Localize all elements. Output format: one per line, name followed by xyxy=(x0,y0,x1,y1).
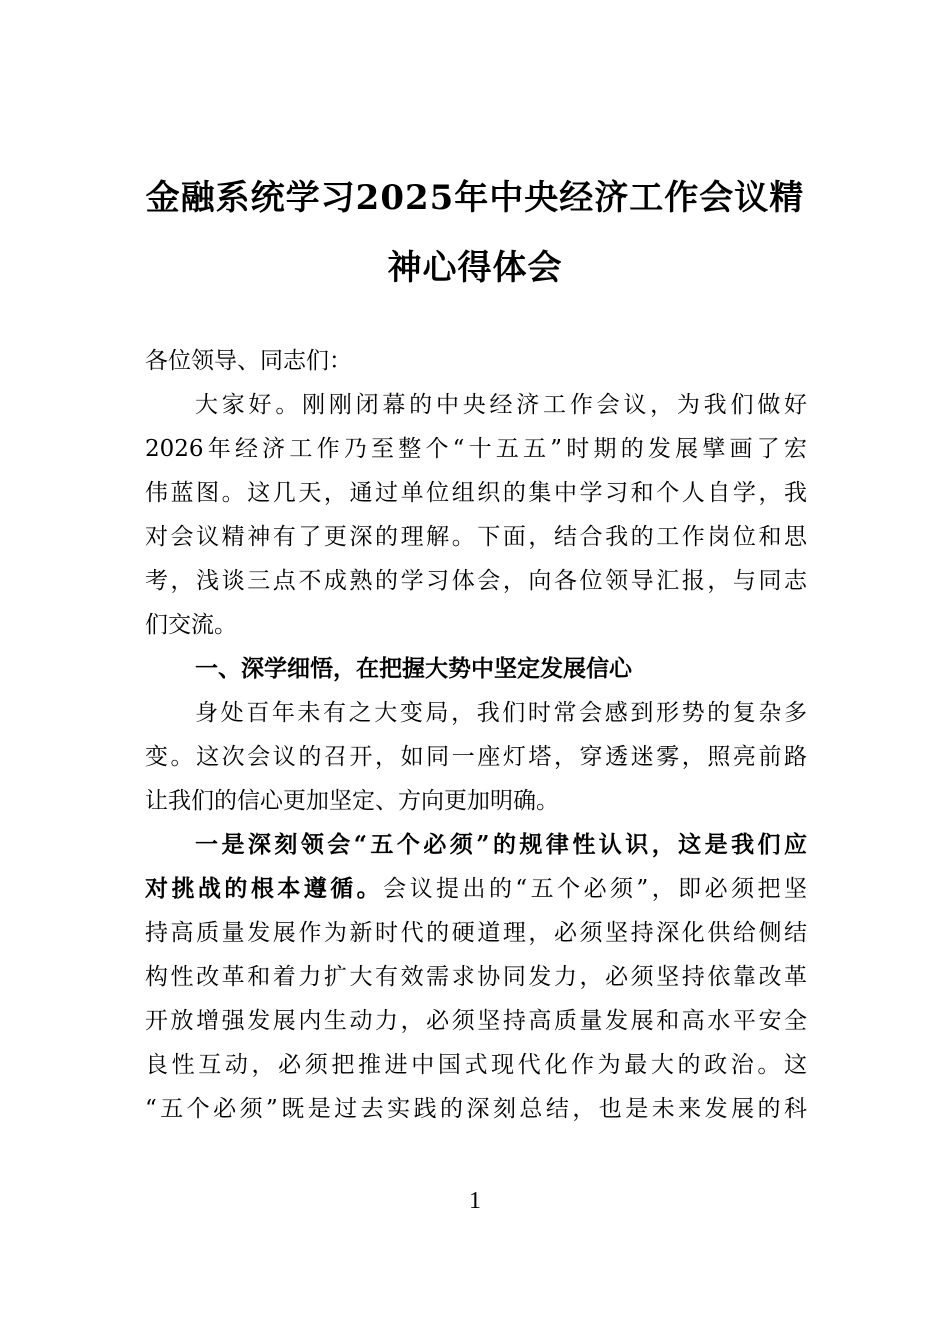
body-line: 各位领导、同志们： xyxy=(145,348,352,374)
body-line: 一是深刻领会“五个必须”的规律性认识，这是我们应 xyxy=(195,831,807,858)
body-line: 一、深学细悟，在把握大势中坚定发展信心 xyxy=(195,655,632,682)
body-line: 伟蓝图。这几天，通过单位组织的集中学习和个人自学，我 xyxy=(145,480,807,506)
body-line: “五个必须”既是过去实践的深刻总结，也是未来发展的科 xyxy=(145,1096,807,1122)
body-line: 考，浅谈三点不成熟的学习体会，向各位领导汇报，与同志 xyxy=(145,568,807,594)
body-line: 让我们的信心更加坚定、方向更加明确。 xyxy=(145,788,559,814)
body-line: 身处百年未有之大变局，我们时常会感到形势的复杂多 xyxy=(195,700,807,726)
document-title-line-2: 神心得体会 xyxy=(387,248,563,288)
document-body xyxy=(145,339,807,1131)
body-text: 会议提出的“五个必须”，即必须把坚 xyxy=(383,876,807,902)
body-line: 开放增强发展内生动力，必须坚持高质量发展和高水平安全 xyxy=(145,1008,807,1034)
body-line: 2026年经济工作乃至整个“十五五”时期的发展擘画了宏 xyxy=(145,436,807,462)
body-line: 大家好。刚刚闭幕的中央经济工作会议，为我们做好 xyxy=(195,392,807,418)
body-line: 良性互动，必须把推进中国式现代化作为最大的政治。这 xyxy=(145,1052,807,1078)
body-line: 变。这次会议的召开，如同一座灯塔，穿透迷雾，照亮前路 xyxy=(145,744,807,770)
body-line xyxy=(145,867,807,911)
body-line: 构性改革和着力扩大有效需求协同发力，必须坚持依靠改革 xyxy=(145,964,807,990)
body-line: 对会议精神有了更深的理解。下面，结合我的工作岗位和思 xyxy=(145,524,807,550)
page-number: 1 xyxy=(469,1188,481,1214)
document-title-line-1: 金融系统学习2025年中央经济工作会议精 xyxy=(145,178,805,218)
body-line: 们交流。 xyxy=(145,612,237,638)
bold-lead-text: 对挑战的根本遵循。 xyxy=(145,875,384,902)
body-line: 持高质量发展作为新时代的硬道理，必须坚持深化供给侧结 xyxy=(145,920,807,946)
